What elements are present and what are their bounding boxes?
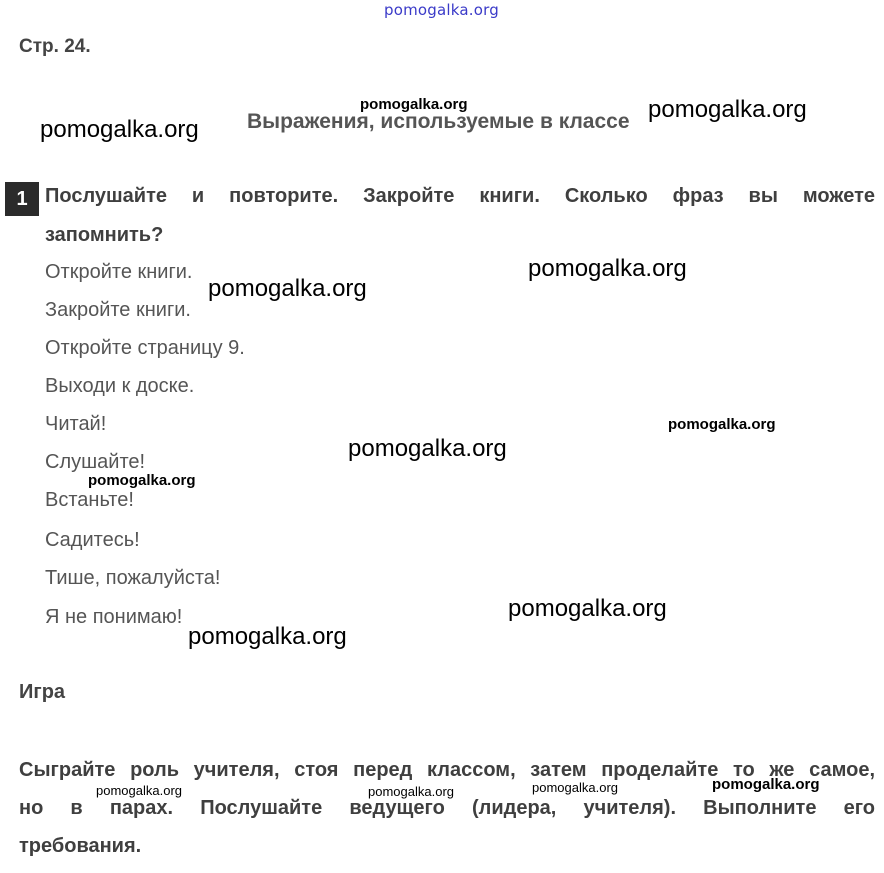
watermark: pomogalka.org [368,784,454,799]
watermark: pomogalka.org [88,472,196,489]
game-text-line-1: Сыграйте роль учителя, стоя перед классом, затем проделайте то же самое, [19,759,875,781]
game-text-line-3: требования. [19,835,142,857]
exercise-number-badge: 1 [5,182,39,216]
phrase-item: Откройте страницу 9. [45,337,245,359]
watermark: pomogalka.org [188,623,347,650]
phrase-item: Я не понимаю! [45,606,183,628]
watermark: pomogalka.org [712,776,820,793]
game-text-line-2: но в парах. Послушайте ведущего (лидера, учителя). Выполните его [19,797,875,819]
game-title: Игра [19,681,66,703]
watermark: pomogalka.org [384,1,499,19]
watermark: pomogalka.org [528,255,687,282]
exercise-instruction-line-1: Послушайте и повторите. Закройте книги. Сколько фраз вы можете [45,185,875,207]
phrase-item: Откройте книги. [45,261,193,283]
phrase-item: Выходи к доске. [45,375,195,397]
page-reference: Стр. 24. [19,36,91,57]
exercise-instruction-line-2: запомнить? [45,224,164,246]
watermark: pomogalka.org [208,275,367,302]
watermark: pomogalka.org [648,96,807,123]
phrase-item: Слушайте! [45,451,146,473]
watermark: pomogalka.org [40,116,199,143]
phrase-item: Читай! [45,413,107,435]
watermark: pomogalka.org [348,435,507,462]
watermark: pomogalka.org [508,595,667,622]
phrase-item: Встаньте! [45,489,134,511]
watermark: pomogalka.org [668,416,776,433]
watermark: pomogalka.org [360,96,468,113]
section-title: Выражения, используемые в классе [247,110,630,133]
phrase-item: Закройте книги. [45,299,191,321]
watermark: pomogalka.org [532,780,618,795]
phrase-item: Тише, пожалуйста! [45,567,221,589]
watermark: pomogalka.org [96,783,182,798]
phrase-item: Садитесь! [45,529,140,551]
